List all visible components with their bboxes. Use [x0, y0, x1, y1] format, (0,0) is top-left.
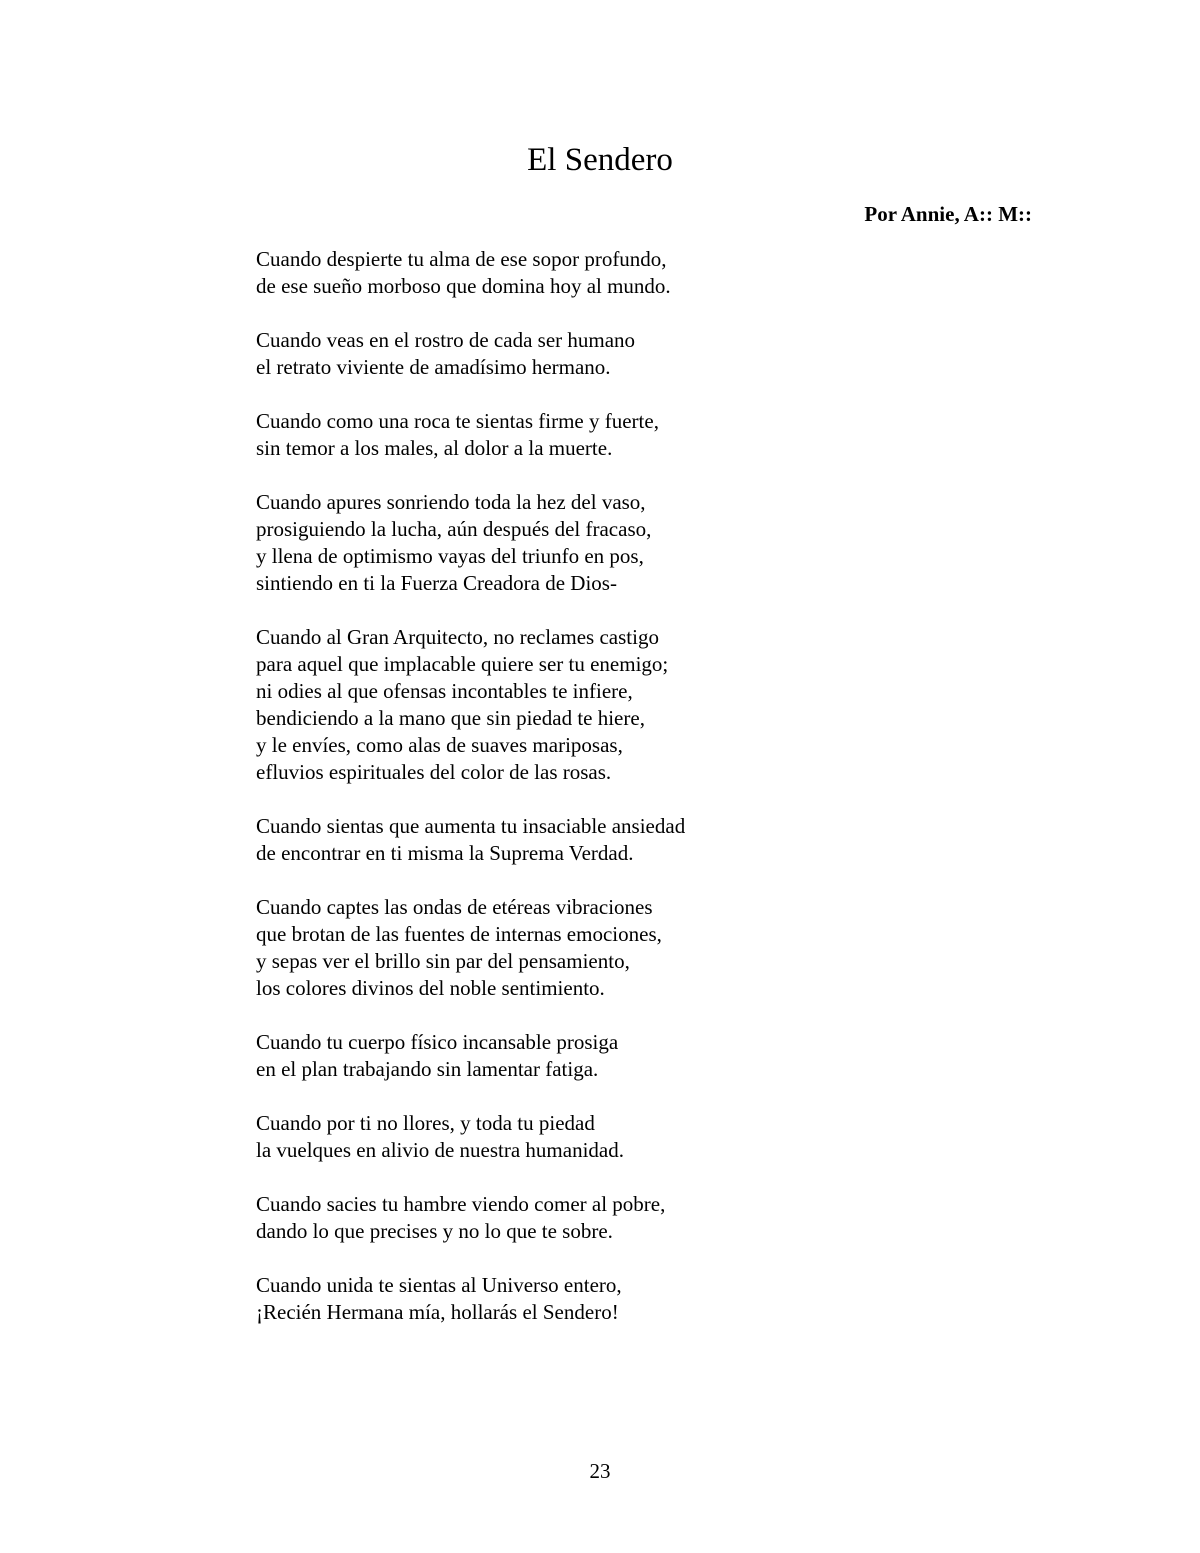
poem-line: prosiguiendo la lucha, aún después del fracaso, — [256, 517, 652, 541]
poem-body — [256, 246, 956, 1353]
poem-line: ni odies al que ofensas incontables te infiere, — [256, 679, 633, 703]
poem-line: los colores divinos del noble sentimiento. — [256, 976, 605, 1000]
poem-stanza — [256, 624, 956, 786]
poem-line: Cuando despierte tu alma de ese sopor profundo, — [256, 247, 667, 271]
poem-line: Cuando veas en el rostro de cada ser humano — [256, 328, 636, 352]
poem-line: de ese sueño morboso que domina hoy al mundo. — [256, 274, 671, 298]
poem-line: Cuando sientas que aumenta tu insaciable ansiedad — [256, 814, 686, 838]
poem-title: El Sendero — [527, 142, 673, 178]
page-number: 23 — [589, 1459, 611, 1483]
poem-stanza — [256, 813, 956, 867]
poem-line: para aquel que implacable quiere ser tu enemigo; — [256, 652, 669, 676]
poem-stanza — [256, 1272, 956, 1326]
poem-stanza — [256, 327, 956, 381]
poem-line: en el plan trabajando sin lamentar fatiga. — [256, 1057, 599, 1081]
poem-line: ¡Recién Hermana mía, hollarás el Sendero! — [256, 1300, 619, 1324]
poem-line: la vuelques en alivio de nuestra humanidad. — [256, 1138, 624, 1162]
poem-line: y llena de optimismo vayas del triunfo en pos, — [256, 544, 644, 568]
poem-stanza — [256, 1110, 956, 1164]
poem-line: Cuando como una roca te sientas firme y fuerte, — [256, 409, 659, 433]
poem-line: Cuando captes las ondas de etéreas vibraciones — [256, 895, 653, 919]
poem-author: Por Annie, A:: M:: — [864, 202, 1032, 226]
poem-stanza — [256, 1029, 956, 1083]
poem-line: efluvios espirituales del color de las rosas. — [256, 760, 612, 784]
poem-stanza — [256, 1191, 956, 1245]
poem-line: Cuando tu cuerpo físico incansable prosiga — [256, 1030, 619, 1054]
poem-line: y sepas ver el brillo sin par del pensamiento, — [256, 949, 630, 973]
poem-line: dando lo que precises y no lo que te sobre. — [256, 1219, 613, 1243]
poem-line: Cuando unida te sientas al Universo entero, — [256, 1273, 622, 1297]
poem-line: y le envíes, como alas de suaves mariposas, — [256, 733, 623, 757]
poem-line: el retrato viviente de amadísimo hermano. — [256, 355, 611, 379]
poem-line: bendiciendo a la mano que sin piedad te hiere, — [256, 706, 645, 730]
poem-line: de encontrar en ti misma la Suprema Verdad. — [256, 841, 634, 865]
poem-line: Cuando apures sonriendo toda la hez del vaso, — [256, 490, 646, 514]
poem-stanza — [256, 894, 956, 1002]
poem-stanza — [256, 489, 956, 597]
poem-stanza — [256, 246, 956, 300]
poem-line: sin temor a los males, al dolor a la muerte. — [256, 436, 613, 460]
poem-line: Cuando por ti no llores, y toda tu piedad — [256, 1111, 595, 1135]
poem-line: que brotan de las fuentes de internas emociones, — [256, 922, 662, 946]
poem-stanza — [256, 408, 956, 462]
poem-line: Cuando al Gran Arquitecto, no reclames castigo — [256, 625, 659, 649]
poem-line: sintiendo en ti la Fuerza Creadora de Dios- — [256, 571, 617, 595]
poem-line: Cuando sacies tu hambre viendo comer al pobre, — [256, 1192, 666, 1216]
